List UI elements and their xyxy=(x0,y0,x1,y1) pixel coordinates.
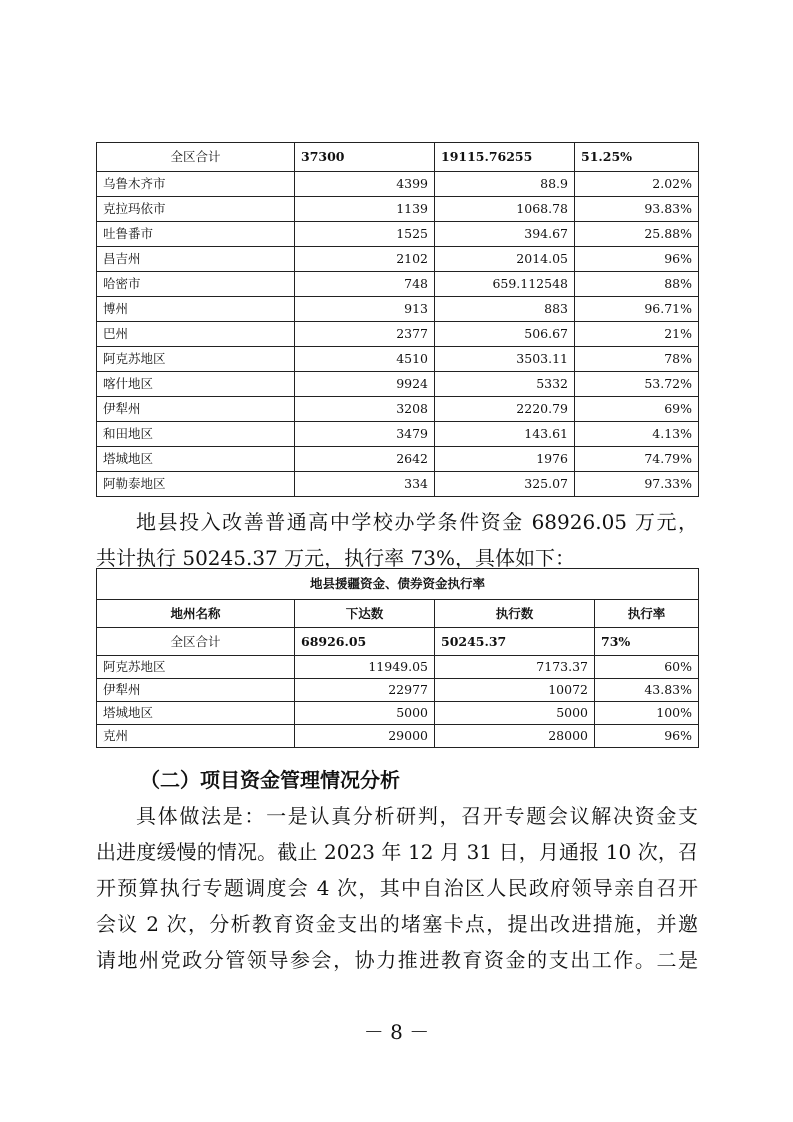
cell-name: 巴州 xyxy=(97,322,295,347)
cell-name: 克州 xyxy=(97,725,295,748)
paragraph-line: 会议 2 次，分析教育资金支出的堵塞卡点，提出改进措施，并邀 xyxy=(96,912,698,936)
cell-rate: 60% xyxy=(595,656,699,679)
table-row xyxy=(97,372,699,397)
paragraph-line: 出进度缓慢的情况。截止 2023 年 12 月 31 日，月通报 10 次，召 xyxy=(96,840,698,864)
cell-name: 塔城地区 xyxy=(97,702,295,725)
table-total-row xyxy=(97,628,699,656)
cell-executed: 5000 xyxy=(435,702,595,725)
cell-allocated: 5000 xyxy=(295,702,435,725)
cell-executed: 7173.37 xyxy=(435,656,595,679)
cell-allocated: 29000 xyxy=(295,725,435,748)
cell-allocated: 748 xyxy=(295,272,435,297)
cell-allocated: 9924 xyxy=(295,372,435,397)
cell-allocated: 913 xyxy=(295,297,435,322)
table-row xyxy=(97,679,699,702)
paragraph-line: 具体做法是：一是认真分析研判，召开专题会议解决资金支 xyxy=(136,804,698,828)
paragraph-line: 地县投入改善普通高中学校办学条件资金 68926.05 万元， xyxy=(136,510,698,534)
total-executed-cell: 19115.76255 xyxy=(435,143,575,172)
header-allocated: 下达数 xyxy=(295,600,435,628)
cell-executed: 659.112548 xyxy=(435,272,575,297)
cell-allocated: 22977 xyxy=(295,679,435,702)
cell-executed: 883 xyxy=(435,297,575,322)
cell-name: 塔城地区 xyxy=(97,447,295,472)
cell-allocated: 11949.05 xyxy=(295,656,435,679)
cell-allocated: 2102 xyxy=(295,247,435,272)
cell-allocated: 4399 xyxy=(295,172,435,197)
cell-allocated: 2377 xyxy=(295,322,435,347)
table-row xyxy=(97,447,699,472)
total-allocated-cell: 68926.05 xyxy=(295,628,435,656)
cell-rate: 100% xyxy=(595,702,699,725)
cell-name: 伊犁州 xyxy=(97,679,295,702)
table-row xyxy=(97,172,699,197)
table-total-row xyxy=(97,143,699,172)
table-row xyxy=(97,272,699,297)
table-row xyxy=(97,725,699,748)
table-row xyxy=(97,656,699,679)
cell-executed: 143.61 xyxy=(435,422,575,447)
cell-name: 阿勒泰地区 xyxy=(97,472,295,497)
cell-allocated: 1139 xyxy=(295,197,435,222)
cell-allocated: 4510 xyxy=(295,347,435,372)
cell-rate: 4.13% xyxy=(575,422,699,447)
total-rate-cell: 51.25% xyxy=(575,143,699,172)
cell-name: 乌鲁木齐市 xyxy=(97,172,295,197)
cell-executed: 28000 xyxy=(435,725,595,748)
table-row xyxy=(97,197,699,222)
table-caption: 地县援疆资金、债券资金执行率 xyxy=(97,569,699,600)
table-row xyxy=(97,322,699,347)
table-row xyxy=(97,222,699,247)
total-executed-cell: 50245.37 xyxy=(435,628,595,656)
cell-name: 哈密市 xyxy=(97,272,295,297)
table-caption-row xyxy=(97,569,699,600)
cell-allocated: 2642 xyxy=(295,447,435,472)
cell-executed: 10072 xyxy=(435,679,595,702)
table-row xyxy=(97,422,699,447)
paragraph-county-investment xyxy=(96,504,698,576)
cell-rate: 96% xyxy=(595,725,699,748)
cell-executed: 2014.05 xyxy=(435,247,575,272)
cell-executed: 5332 xyxy=(435,372,575,397)
cell-rate: 96.71% xyxy=(575,297,699,322)
cell-rate: 25.88% xyxy=(575,222,699,247)
total-allocated-cell: 37300 xyxy=(295,143,435,172)
paragraph-line: 开预算执行专题调度会 4 次，其中自治区人民政府领导亲自召开 xyxy=(96,876,698,900)
cell-executed: 325.07 xyxy=(435,472,575,497)
cell-name: 博州 xyxy=(97,297,295,322)
cell-name: 喀什地区 xyxy=(97,372,295,397)
total-name-cell: 全区合计 xyxy=(97,628,295,656)
table-row xyxy=(97,247,699,272)
cell-name: 伊犁州 xyxy=(97,397,295,422)
paragraph-line: 共计执行 50245.37 万元，执行率 73%，具体如下： xyxy=(96,546,575,570)
paragraph-fund-management xyxy=(96,798,698,978)
cell-rate: 88% xyxy=(575,272,699,297)
total-name-cell: 全区合计 xyxy=(97,143,295,172)
table-row xyxy=(97,347,699,372)
cell-name: 和田地区 xyxy=(97,422,295,447)
cell-rate: 97.33% xyxy=(575,472,699,497)
cell-name: 阿克苏地区 xyxy=(97,656,295,679)
cell-name: 吐鲁番市 xyxy=(97,222,295,247)
cell-allocated: 3479 xyxy=(295,422,435,447)
cell-executed: 506.67 xyxy=(435,322,575,347)
header-rate: 执行率 xyxy=(595,600,699,628)
section-heading: （二）项目资金管理情况分析 xyxy=(140,768,400,792)
table-row xyxy=(97,297,699,322)
cell-rate: 2.02% xyxy=(575,172,699,197)
cell-allocated: 1525 xyxy=(295,222,435,247)
cell-rate: 96% xyxy=(575,247,699,272)
cell-allocated: 3208 xyxy=(295,397,435,422)
table-row xyxy=(97,472,699,497)
header-executed: 执行数 xyxy=(435,600,595,628)
cell-executed: 88.9 xyxy=(435,172,575,197)
cell-rate: 69% xyxy=(575,397,699,422)
table-row xyxy=(97,397,699,422)
cell-executed: 3503.11 xyxy=(435,347,575,372)
county-fund-table xyxy=(96,142,699,497)
cell-name: 昌吉州 xyxy=(97,247,295,272)
header-name: 地州名称 xyxy=(97,600,295,628)
cell-executed: 2220.79 xyxy=(435,397,575,422)
cell-rate: 93.83% xyxy=(575,197,699,222)
cell-rate: 21% xyxy=(575,322,699,347)
aid-bond-fund-table xyxy=(96,568,699,748)
total-rate-cell: 73% xyxy=(595,628,699,656)
cell-allocated: 334 xyxy=(295,472,435,497)
cell-rate: 43.83% xyxy=(595,679,699,702)
cell-name: 阿克苏地区 xyxy=(97,347,295,372)
cell-executed: 1068.78 xyxy=(435,197,575,222)
cell-executed: 394.67 xyxy=(435,222,575,247)
cell-name: 克拉玛依市 xyxy=(97,197,295,222)
cell-rate: 53.72% xyxy=(575,372,699,397)
paragraph-line: 请地州党政分管领导参会，协力推进教育资金的支出工作。二是 xyxy=(96,948,698,972)
cell-executed: 1976 xyxy=(435,447,575,472)
cell-rate: 78% xyxy=(575,347,699,372)
table-header-row xyxy=(97,600,699,628)
page-number: － 8 － xyxy=(363,1020,430,1044)
cell-rate: 74.79% xyxy=(575,447,699,472)
table-row xyxy=(97,702,699,725)
